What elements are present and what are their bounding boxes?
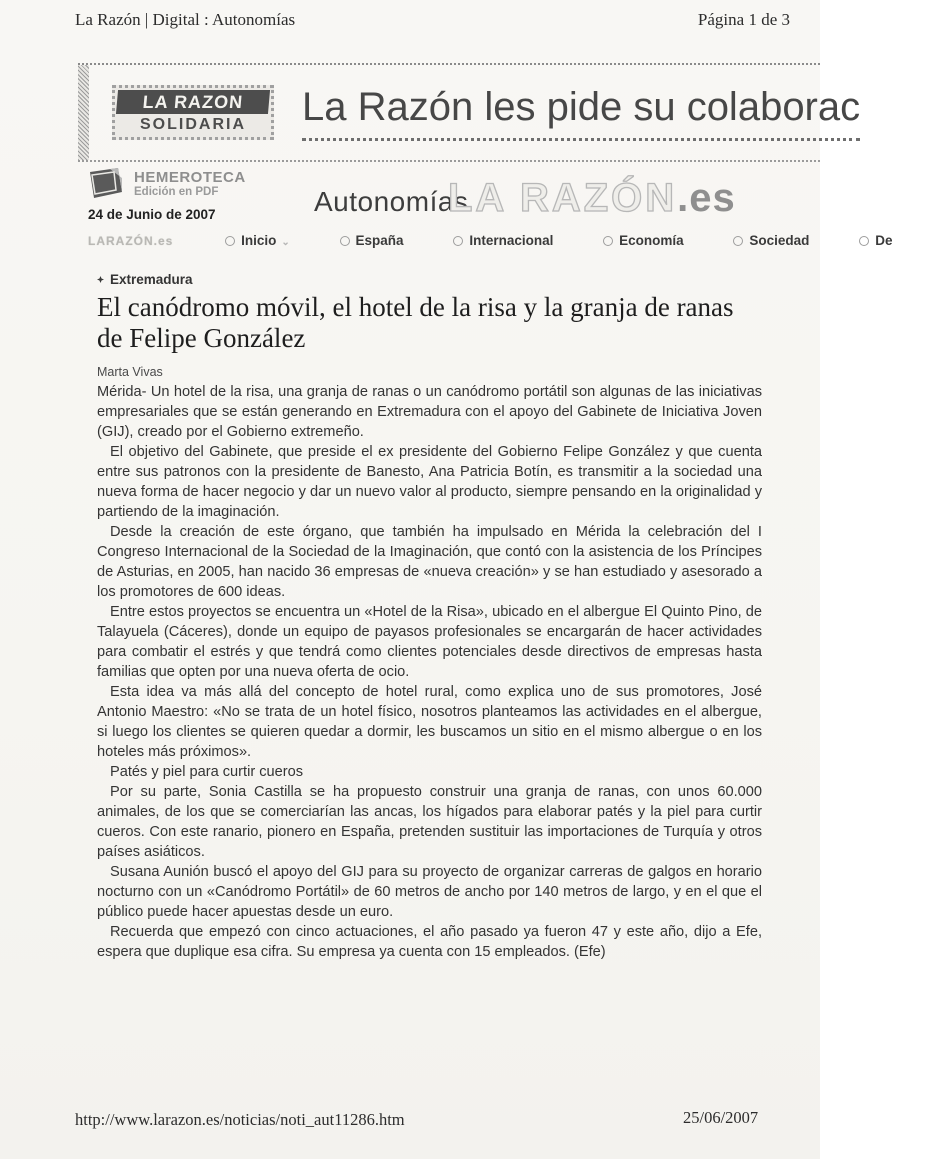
nav-item-espana xyxy=(340,233,404,248)
article-paragraph: Esta idea va más allá del concepto de hotel rural, como explica uno de sus promotores, José Antonio Maestro: «No se trata de un hotel físico, nosotros planteamos las actividades en el albergue, si luego los clientes se quieren quedar a dormir, les buscamos un sitio en el mismo albergue o en los hoteles más próximos». xyxy=(97,684,762,760)
article-paragraph: Por su parte, Sonia Castilla se ha propuesto construir una granja de ranas, con unos 60.000 animales, de los que se comerciarían las ancas, los hígados para elaborar patés y la piel para curtir cueros. Con este ranario, pionero en España, pretenden sustituir las importaciones de Turquía y otros países asiáticos. xyxy=(97,784,762,860)
nav-item-internacional xyxy=(453,233,553,248)
navbar-brand-logo: LARAZÓN.es xyxy=(88,234,174,248)
nav-item-inicio xyxy=(225,233,290,248)
hemeroteca-block xyxy=(88,166,288,222)
nav-bullet-icon xyxy=(859,236,869,246)
solidaria-logo-line1: LA RAZON xyxy=(116,90,270,114)
print-footer-date: 25/06/2007 xyxy=(683,1108,759,1127)
nav-item-label: Economía xyxy=(619,233,684,248)
nav-item-sociedad xyxy=(733,233,809,248)
section-title-autonomias: Autonomías xyxy=(314,186,469,217)
nav-bullet-icon xyxy=(603,236,613,246)
nav-item-deportes-clipped xyxy=(859,233,892,248)
article-paragraph: Desde la creación de este órgano, que también ha impulsado en Mérida la celebración del I Congreso Internacional de la Sociedad de la Imaginación, que contó con la asistencia de los Príncipes de Asturias, en 2005, han nacido 36 empresas de «nueva creación» y se han estudiado y asesorado a los promotores de 600 ideas. xyxy=(97,524,762,600)
article-body xyxy=(97,382,762,962)
nav-item-label: De xyxy=(875,233,893,248)
banner-headline: La Razón les pide su colaborac xyxy=(302,85,860,141)
hemeroteca-sublabel: Edición en PDF xyxy=(134,185,219,198)
article-paragraph: Mérida- Un hotel de la risa, una granja de ranas o un canódromo portátil son algunas de las iniciativas empresariales que se están generando en Extremadura con el apoyo del Gabinete de Iniciativa Joven (GIJ), creado por el Gobierno extremeño. xyxy=(97,384,762,440)
article xyxy=(97,272,762,962)
nav-bullet-icon xyxy=(225,236,235,246)
nav-bullet-icon xyxy=(453,236,463,246)
site-navbar xyxy=(88,233,893,255)
print-header-page-number: Página 1 de 3 xyxy=(697,10,790,29)
nav-bullet-icon xyxy=(340,236,350,246)
solidaria-banner xyxy=(78,63,861,162)
la-razon-solidaria-logo xyxy=(112,85,274,140)
la-razon-es-logo xyxy=(448,176,736,221)
nav-item-label: Sociedad xyxy=(749,233,810,248)
scan-halftone-strip xyxy=(78,65,89,160)
hemeroteca-label: HEMEROTECA xyxy=(134,169,246,186)
nav-bullet-icon xyxy=(733,236,743,246)
article-subheading: Patés y piel para curtir cueros xyxy=(110,764,304,780)
article-paragraph: El objetivo del Gabinete, que preside el ex presidente del Gobierno Felipe González y que cuenta entre sus patronos con la presidente de Banesto, Ana Patricia Botín, es transmitir a la sociedad una nueva forma de hacer negocio y dar un nuevo valor al producto, siempre pensando en la originalidad y partiendo de la imaginación. xyxy=(97,444,762,520)
article-paragraph: Entre estos proyectos se encuentra un «Hotel de la Risa», ubicado en el albergue El Quinto Pino, de Talayuela (Cáceres), donde un equipo de payasos profesionales se encargarán de hacer actividades para combatir el estrés y que tendrá como clientes potenciales desde directivos de empresas hasta familias que opten por una nueva oferta de ocio. xyxy=(97,604,762,680)
nav-item-economia xyxy=(603,233,684,248)
la-razon-es-logo-text: LA RAZÓN xyxy=(448,176,678,220)
print-footer-url: http://www.larazon.es/noticias/noti_aut11286.htm xyxy=(75,1110,405,1129)
print-header xyxy=(75,10,790,30)
section-bullet-icon xyxy=(97,276,104,283)
edition-date: 24 de Junio de 2007 xyxy=(88,207,216,222)
article-paragraph: Susana Aunión buscó el apoyo del GIJ para su proyecto de organizar carreras de galgos en horario nocturno con un «Canódromo Portátil» de 60 metros de ancho por 140 metros de largo, y en el que el público puede hacer apuestas desde un euro. xyxy=(97,864,762,920)
nav-item-label: Internacional xyxy=(469,233,554,248)
article-byline: Marta Vivas xyxy=(97,365,163,379)
la-razon-es-logo-suffix: .es xyxy=(677,176,736,220)
chevron-down-icon: ⌄ xyxy=(281,237,290,248)
hemeroteca-pdf-icon xyxy=(88,166,130,205)
nav-item-label: España xyxy=(355,233,404,248)
article-section-row xyxy=(97,272,762,287)
print-header-title: La Razón | Digital : Autonomías xyxy=(75,10,296,29)
article-headline: El canódromo móvil, el hotel de la risa y la granja de ranas de Felipe González xyxy=(97,292,734,353)
nav-item-label: Inicio xyxy=(241,233,277,248)
solidaria-logo-line2: SOLIDARIA xyxy=(140,116,246,133)
article-section-label: Extremadura xyxy=(110,272,193,287)
article-paragraph: Recuerda que empezó con cinco actuaciones, el año pasado ya fueron 47 y este año, dijo a Efe, espera que duplique esa cifra. Su empresa ya cuenta con 15 empleados. (Efe) xyxy=(97,924,762,960)
